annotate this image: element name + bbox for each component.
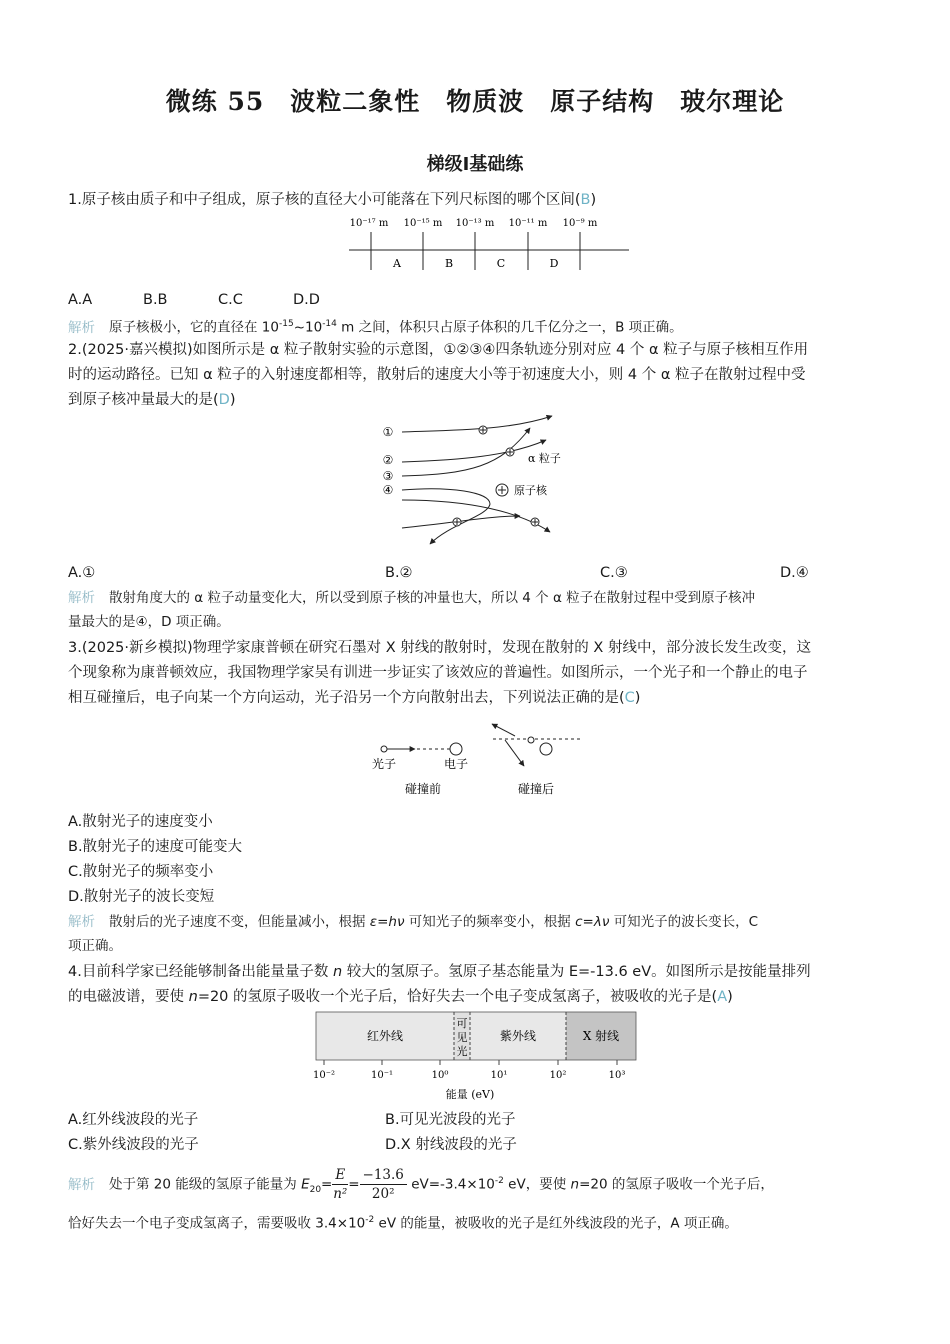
frac-den: n² bbox=[333, 1186, 348, 1202]
q4-answer: A bbox=[717, 989, 728, 1005]
before-label: 碰撞前 bbox=[404, 782, 442, 796]
track-4 bbox=[402, 489, 490, 544]
q1-analysis bbox=[68, 314, 683, 338]
analysis-label: 解析 bbox=[68, 590, 95, 606]
q1-scale-figure bbox=[345, 212, 635, 274]
q3-analysis-text: 可知光子的频率变小，根据 bbox=[404, 914, 576, 930]
q4-fraction-2 bbox=[360, 1166, 407, 1203]
axis-tick-label: 10¹ bbox=[490, 1070, 508, 1081]
q3-close: ) bbox=[634, 690, 641, 706]
q4-n: n bbox=[188, 989, 198, 1005]
q4-option-a: A.红外线波段的光子 bbox=[68, 1112, 199, 1128]
q4-analysis-text: eV=-3.4×10 bbox=[406, 1176, 495, 1193]
q4-stem-line bbox=[68, 962, 811, 982]
q1-stem bbox=[68, 190, 596, 210]
q4-option-d: D.X 射线波段的光子 bbox=[385, 1137, 517, 1153]
alpha-particle-icon bbox=[479, 426, 487, 434]
q4-analysis-text: eV，要使 bbox=[503, 1176, 571, 1193]
q3-stem-text: 相互碰撞后，电子向某一个方向运动，光子沿另一个方向散射出去，下列说法正确的是( bbox=[68, 690, 625, 706]
track-label-4: ④ bbox=[382, 483, 394, 497]
analysis-label: 解析 bbox=[68, 1176, 95, 1193]
electron-icon bbox=[450, 743, 462, 755]
q2-analysis-text: 散射角度大的 α 粒子动量变化大，所以受到原子核的冲量也大，所以 4 个 α 粒子在散射过程中受到原子核冲 bbox=[109, 590, 756, 606]
q1-option-a: A.A bbox=[68, 292, 93, 308]
q1-option-b: B.B bbox=[143, 292, 168, 308]
q3-analysis-line2: 项正确。 bbox=[68, 938, 122, 954]
alpha-particle-icon bbox=[506, 448, 514, 456]
q4-analysis-text: 处于第 20 能级的氢原子能量为 bbox=[109, 1176, 302, 1193]
q4-energy-sub: 20 bbox=[309, 1185, 322, 1196]
band-label-visible: 光 bbox=[456, 1045, 468, 1058]
q1-stem-text: 1.原子核由质子和中子组成，原子核的直径大小可能落在下列尺标图的哪个区间( bbox=[68, 192, 581, 208]
section-subtitle: 梯级Ⅰ基础练 bbox=[426, 154, 524, 175]
q3-stem-line: 3.(2025·新乡模拟)物理学家康普顿在研究石墨对 X 射线的散射时，发现在散射的 X 射线中，部分波长发生改变，这 bbox=[68, 640, 811, 656]
axis-label: 能量 (eV) bbox=[445, 1088, 495, 1101]
q2-analysis-line2: 量最大的是④，D 项正确。 bbox=[68, 614, 230, 630]
analysis-label: 解析 bbox=[68, 914, 95, 930]
q3-formula: ε=hν bbox=[369, 914, 405, 930]
q4-analysis-text: =20 的氢原子吸收一个光子后， bbox=[579, 1176, 774, 1193]
q4-stem-text: 的电磁波谱，要使 bbox=[68, 989, 189, 1005]
q3-stem-line bbox=[68, 688, 640, 708]
q1-analysis-text: m 之间，体积只占原子体积的几千亿分之一，B 项正确。 bbox=[336, 319, 683, 336]
analysis-label: 解析 bbox=[68, 319, 95, 336]
q1-analysis-sup: -14 bbox=[322, 319, 337, 329]
q4-stem-text: 4.目前科学家已经能够制备出能量量子数 bbox=[68, 964, 333, 980]
alpha-particle-icon bbox=[453, 518, 461, 526]
q4-energy-symbol: E bbox=[301, 1176, 310, 1193]
q4-stem-text: =20 的氢原子吸收一个光子后，恰好失去一个电子变成氢离子，被吸收的光子是( bbox=[197, 989, 718, 1005]
q1-region-label: B bbox=[444, 257, 454, 270]
q3-formula: c=λν bbox=[575, 914, 610, 930]
q3-stem-line: 个现象称为康普顿效应，我国物理学家吴有训进一步证实了该效应的普遍性。如图所示，一个光子和一个静止的电子 bbox=[68, 665, 808, 681]
band-label: 紫外线 bbox=[499, 1029, 537, 1043]
q3-option-a: A.散射光子的速度变小 bbox=[68, 814, 213, 830]
photon-label: 光子 bbox=[371, 757, 397, 771]
q2-stem-text: 到原子核冲量最大的是( bbox=[68, 392, 219, 408]
q3-analysis-text: 可知光子的波长变长，C bbox=[609, 914, 759, 930]
q2-analysis bbox=[68, 588, 755, 608]
axis-tick-label: 10² bbox=[549, 1070, 567, 1081]
track-label-2: ② bbox=[382, 453, 394, 467]
q1-tick-label: 10⁻¹¹ m bbox=[508, 218, 548, 229]
q4-option-b: B.可见光波段的光子 bbox=[385, 1112, 516, 1128]
q1-analysis-sup: -15 bbox=[278, 319, 294, 329]
q1-tick-label: 10⁻⁹ m bbox=[562, 218, 598, 229]
q2-answer: D bbox=[218, 392, 230, 408]
q1-tick-label: 10⁻¹⁷ m bbox=[349, 218, 389, 229]
q4-analysis-line2 bbox=[68, 1210, 738, 1234]
electron-label: 电子 bbox=[443, 757, 469, 771]
axis-tick-label: 10⁰ bbox=[431, 1070, 449, 1081]
scattered-photon-icon bbox=[528, 737, 534, 743]
q4-n: n bbox=[332, 964, 343, 980]
page-title: 微练 55 波粒二象性 物质波 原子结构 玻尔理论 bbox=[165, 87, 785, 116]
photon-icon bbox=[381, 746, 387, 752]
q3-option-b: B.散射光子的速度可能变大 bbox=[68, 839, 243, 855]
q1-analysis-text: 原子核极小，它的直径在 10 bbox=[109, 319, 279, 336]
q2-option-d: D.④ bbox=[780, 565, 809, 581]
axis-tick-label: 10³ bbox=[608, 1070, 626, 1081]
q4-close: ) bbox=[727, 989, 733, 1005]
scattered-photon-path bbox=[492, 724, 515, 736]
q4-stem-line bbox=[68, 987, 733, 1007]
after-label: 碰撞后 bbox=[517, 782, 555, 796]
q4-analysis-sup: -2 bbox=[365, 1215, 375, 1225]
track-1 bbox=[402, 416, 552, 432]
band-label: X 射线 bbox=[582, 1029, 620, 1043]
q3-option-d: D.散射光子的波长变短 bbox=[68, 889, 215, 905]
q4-n: n bbox=[570, 1176, 580, 1193]
q3-compton-figure bbox=[365, 716, 595, 802]
q1-region-label: D bbox=[549, 257, 559, 270]
q3-analysis-text: 散射后的光子速度不变，但能量减小，根据 bbox=[109, 914, 370, 930]
frac-den: 20² bbox=[371, 1186, 395, 1202]
q2-close: ) bbox=[229, 392, 236, 408]
q1-region-label: A bbox=[393, 257, 401, 270]
alpha-label: α 粒子 bbox=[528, 452, 561, 465]
frac-num: −13.6 bbox=[360, 1166, 407, 1185]
q2-option-c: C.③ bbox=[600, 565, 628, 581]
track-label-1: ① bbox=[382, 425, 394, 439]
q3-option-c: C.散射光子的频率变小 bbox=[68, 864, 214, 880]
alpha-particle-icon bbox=[531, 518, 539, 526]
band-label-visible: 见 bbox=[456, 1031, 468, 1044]
q1-answer: B bbox=[580, 192, 591, 208]
q1-option-d: D.D bbox=[293, 292, 320, 308]
q4-fraction-1 bbox=[332, 1166, 348, 1203]
q1-tick-label: 10⁻¹³ m bbox=[455, 218, 495, 229]
q2-alpha-scattering-figure bbox=[380, 412, 580, 552]
q1-option-c: C.C bbox=[218, 292, 243, 308]
q3-answer: C bbox=[624, 690, 635, 706]
band-label-visible: 可 bbox=[456, 1017, 468, 1030]
q4-spectrum-figure bbox=[308, 1010, 648, 1104]
q1-analysis-text: ~10 bbox=[293, 319, 323, 336]
recoil-electron-path bbox=[505, 740, 524, 766]
track-label-3: ③ bbox=[382, 469, 394, 483]
axis-tick-label: 10⁻² bbox=[312, 1070, 336, 1081]
q4-stem-text: 较大的氢原子。氢原子基态能量为 E=-13.6 eV。如图所示是按能量排列 bbox=[342, 964, 811, 980]
q4-option-c: C.紫外线波段的光子 bbox=[68, 1137, 199, 1153]
q3-analysis bbox=[68, 912, 758, 932]
q2-option-b: B.② bbox=[385, 565, 413, 581]
q4-analysis-text: 恰好失去一个电子变成氢离子，需要吸收 3.4×10 bbox=[68, 1215, 366, 1232]
axis-tick-label: 10⁻¹ bbox=[370, 1070, 394, 1081]
frac-num: E bbox=[332, 1166, 348, 1185]
recoil-electron-icon bbox=[540, 743, 552, 755]
q4-analysis-sup: -2 bbox=[494, 1176, 504, 1186]
band-label: 红外线 bbox=[366, 1029, 404, 1043]
q2-option-a: A.① bbox=[68, 565, 96, 581]
q4-analysis: 解析 处于第 20 能级的氢原子能量为 $E_{20}=$ $\frac{E}{\text{n²}}$ = $\frac{-13.6}{\text{20²}}$ $eV=-3.4\times 10^{-2}$ eV，要使 n=20 的氢原子吸收一个光子后， bbox=[68, 1167, 774, 1202]
q1-tick-label: 10⁻¹⁵ m bbox=[403, 218, 443, 229]
track-2 bbox=[402, 440, 546, 462]
nucleus-label: 原子核 bbox=[514, 484, 547, 497]
q1-close: ) bbox=[590, 192, 597, 208]
q4-analysis-text: eV 的能量，被吸收的光子是红外线波段的光子，A 项正确。 bbox=[374, 1215, 738, 1232]
q2-stem-line bbox=[68, 390, 236, 410]
nucleus-icon bbox=[496, 484, 508, 496]
q2-stem-line: 2.(2025·嘉兴模拟)如图所示是 α 粒子散射实验的示意图，①②③④四条轨迹分别对应 4 个 α 粒子与原子核相互作用 bbox=[68, 342, 809, 358]
q1-region-label: C bbox=[496, 257, 506, 270]
q2-stem-line: 时的运动路径。已知 α 粒子的入射速度都相等，散射后的速度大小等于初速度大小，则 4 个 α 粒子在散射过程中受 bbox=[68, 367, 806, 383]
